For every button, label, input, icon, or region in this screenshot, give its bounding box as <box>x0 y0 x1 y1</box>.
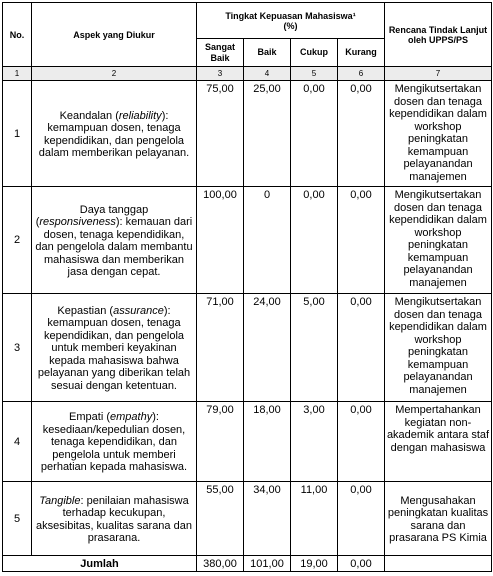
header-kurang: Kurang <box>338 39 385 67</box>
follow-up-plan: Mengusahakan peningkatan kualitas sarana dan prasarana PS Kimia <box>385 482 492 556</box>
total-cukup: 19,00 <box>291 556 338 572</box>
total-label: Jumlah <box>3 556 197 572</box>
value-sangat-baik: 79,00 <box>197 402 244 482</box>
total-kurang: 0,00 <box>338 556 385 572</box>
aspect-term: reliability <box>118 109 162 122</box>
value-kurang: 0,00 <box>338 482 385 556</box>
value-baik: 18,00 <box>244 402 291 482</box>
total-blank-cell <box>385 556 492 572</box>
value-cukup: 5,00 <box>291 294 338 402</box>
follow-up-plan: Mengikutsertakan dosen dan tenaga kependidikan dalam workshop peningkatan kemampuan pelayanandan manajemen <box>385 187 492 294</box>
aspect-description: ): kemauan dari dosen, tenaga kependidikan, dan pengelola dalam membantu mahasiswa dan memberikan jasa dengan cepat. <box>35 216 193 278</box>
header-sangat-baik: Sangat Baik <box>197 39 244 67</box>
header-cukup: Cukup <box>291 39 338 67</box>
total-sangat-baik: 380,00 <box>197 556 244 572</box>
aspect-cell <box>32 81 197 187</box>
aspect-term: empathy <box>110 411 153 424</box>
value-baik: 0 <box>244 187 291 294</box>
row-number: 2 <box>3 187 32 294</box>
column-number: 1 <box>3 67 32 81</box>
table-row <box>3 81 492 187</box>
header-satisfaction-unit: (%) <box>283 20 298 31</box>
aspect-name: Daya tanggap ( <box>35 203 149 228</box>
header-satisfaction-title: Tingkat Kepuasan Mahasiswa¹ <box>225 10 356 21</box>
table-row <box>3 402 492 482</box>
aspect-term: assurance <box>113 304 164 317</box>
aspect-term: Tangible <box>39 494 81 507</box>
value-baik: 34,00 <box>244 482 291 556</box>
value-sangat-baik: 75,00 <box>197 81 244 187</box>
value-kurang: 0,00 <box>338 187 385 294</box>
aspect-cell <box>32 294 197 402</box>
column-number-row <box>3 67 492 81</box>
aspect-description: ): kemampuan dosen, tenaga kependidikan, dan pengelola untuk memberi keyakinan kepada mahasiswa bahwa pelayanan yang diberikan telah sesuai dengan ketentuan. <box>37 304 191 392</box>
value-kurang: 0,00 <box>338 402 385 482</box>
aspect-name: Keandalan ( <box>59 109 119 122</box>
satisfaction-table <box>2 2 492 572</box>
value-kurang: 0,00 <box>338 294 385 402</box>
total-baik: 101,00 <box>244 556 291 572</box>
column-number: 7 <box>385 67 492 81</box>
row-number: 5 <box>3 482 32 556</box>
column-number: 2 <box>32 67 197 81</box>
row-number: 3 <box>3 294 32 402</box>
table-row <box>3 482 492 556</box>
aspect-cell <box>32 482 197 556</box>
row-number: 4 <box>3 402 32 482</box>
follow-up-plan: Mengikutsertakan dosen dan tenaga kependidikan dalam workshop peningkatan kemampuan pelayanandan manajemen <box>385 81 492 187</box>
value-baik: 25,00 <box>244 81 291 187</box>
aspect-term: responsiveness <box>39 216 116 228</box>
aspect-description: ): kemampuan dosen, tenaga kependidikan, dan pengelola dalam memberikan pelayanan. <box>38 109 190 159</box>
total-row <box>3 556 492 572</box>
table-row <box>3 294 492 402</box>
column-number: 6 <box>338 67 385 81</box>
value-sangat-baik: 55,00 <box>197 482 244 556</box>
column-number: 3 <box>197 67 244 81</box>
aspect-description: : penilaian mahasiswa terhadap kecukupan, aksesibitas, kualitas sarana dan prasarana. <box>36 494 192 544</box>
row-number: 1 <box>3 81 32 187</box>
header-aspect: Aspek yang Diukur <box>32 3 197 67</box>
header-plan: Rencana Tindak Lanjut oleh UPPS/PS <box>385 3 492 67</box>
column-number: 5 <box>291 67 338 81</box>
aspect-name: Empati ( <box>69 411 111 424</box>
value-sangat-baik: 100,00 <box>197 187 244 294</box>
value-sangat-baik: 71,00 <box>197 294 244 402</box>
column-number: 4 <box>244 67 291 81</box>
value-cukup: 0,00 <box>291 187 338 294</box>
aspect-name: Kepastian ( <box>57 304 114 317</box>
value-cukup: 3,00 <box>291 402 338 482</box>
value-baik: 24,00 <box>244 294 291 402</box>
header-baik: Baik <box>244 39 291 67</box>
header-satisfaction <box>197 3 385 39</box>
table-row <box>3 187 492 294</box>
aspect-cell <box>32 402 197 482</box>
value-cukup: 0,00 <box>291 81 338 187</box>
follow-up-plan: Mengikutsertakan dosen dan tenaga kependidikan dalam workshop peningkatan kemampuan pelayanandan manajemen <box>385 294 492 402</box>
header-no: No. <box>3 3 32 67</box>
aspect-description: ): kesediaan/kepedulian dosen, tenaga kependidikan, dan pengelola untuk memberi perhatian kepada mahasiswa. <box>40 411 188 474</box>
aspect-cell <box>32 187 197 294</box>
follow-up-plan: Mempertahankan kegiatan non-akademik antara staf dengan mahasiswa <box>385 402 492 482</box>
value-cukup: 11,00 <box>291 482 338 556</box>
value-kurang: 0,00 <box>338 81 385 187</box>
